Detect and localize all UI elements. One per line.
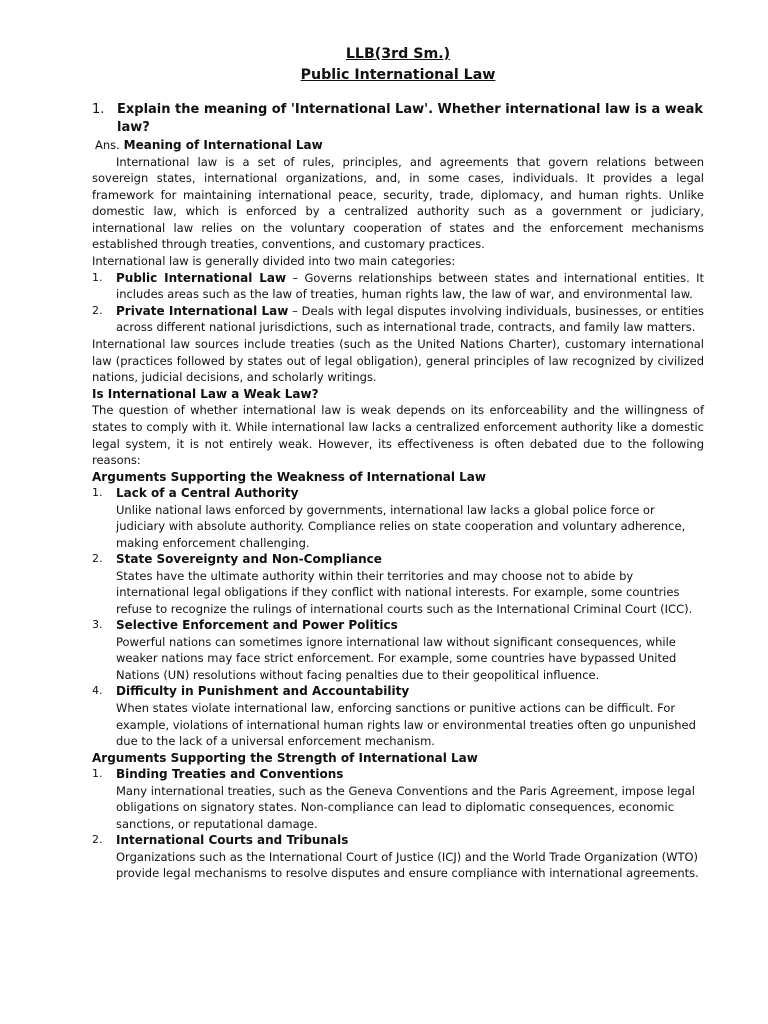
category-text: – Deals with legal disputes involving individuals, businesses, or entities across different national jurisdictions, such as international trade, contracts, and family law matters. (116, 303, 704, 335)
weak-law-intro: The question of whether international law is weak depends on its enforceability and the willingness of states to comply with it. While international law lacks a centralized enforcement authority like a domestic legal system, it is not entirely weak. However, its effectiveness is often debated due to the following reasons: (92, 403, 704, 468)
item-text: States have the ultimate authority within their territories and may choose not to abide by international legal obligations if they conflict with national interests. For example, some countries refuse to recognize the rulings of international courts such as the International Criminal Court (ICC). (116, 568, 693, 616)
list-item (92, 617, 704, 683)
list-content (116, 303, 704, 336)
answer-heading: Meaning of International Law (123, 138, 323, 152)
item-title: Selective Enforcement and Power Politics (116, 618, 398, 633)
item-title: Difficulty in Punishment and Accountability (116, 684, 410, 699)
list-content (116, 551, 704, 617)
weak-law-heading: Is International Law a Weak Law? (92, 386, 319, 401)
list-item (92, 551, 704, 617)
answer-label: Ans. (95, 138, 120, 152)
list-content (116, 485, 704, 551)
question-1 (92, 101, 704, 137)
list-number: 2. (92, 303, 103, 317)
item-title: International Courts and Tribunals (116, 833, 349, 848)
list-number: 4. (92, 684, 103, 698)
category-title: Public International Law (116, 270, 287, 285)
item-title: Lack of a Central Authority (116, 486, 299, 501)
list-item (92, 303, 704, 336)
list-item (92, 270, 704, 303)
list-content (116, 766, 704, 832)
weakness-heading: Arguments Supporting the Weakness of International Law (92, 469, 486, 484)
list-number: 3. (92, 618, 103, 632)
intro-paragraph: International law is a set of rules, principles, and agreements that govern relations between sovereign states, international organizations, and, in some cases, individuals. It provides a legal framework for maintaining international peace, security, trade, diplomacy, and human rights. Unlike domestic law, which is enforced by a centralized authority such as a government or judiciary, international law relies on the voluntary cooperation of states and the enforcement mechanisms established through treaties, conventions, and customary practices. (92, 154, 704, 252)
list-number: 1. (92, 486, 103, 500)
list-item (92, 683, 704, 749)
list-number: 1. (92, 270, 103, 284)
list-item (92, 832, 704, 882)
list-content (116, 270, 704, 303)
item-text: Unlike national laws enforced by governments, international law lacks a global police force or judiciary with absolute authority. Compliance relies on state cooperation and voluntary adherence, making enforcement challenging. (116, 502, 686, 550)
strength-heading: Arguments Supporting the Strength of International Law (92, 750, 478, 765)
sources-paragraph: International law sources include treaties (such as the United Nations Charter), customary international law (practices followed by states out of legal obligation), general principles of law recognized by civilized nations, judicial decisions, and scholarly writings. (92, 337, 704, 385)
categories-intro: International law is generally divided into two main categories: (92, 254, 456, 269)
question-number: 1. (92, 102, 105, 117)
item-text: Powerful nations can sometimes ignore international law without significant consequences, while weaker nations may face strict enforcement. For example, some countries have bypassed United Nations (UN) resolutions without facing penalties due to their geopolitical influence. (116, 634, 677, 682)
question-text: Explain the meaning of 'International Law'. Whether international law is a weak law? (117, 102, 704, 135)
list-content (116, 832, 704, 882)
item-text: Many international treaties, such as the Geneva Conventions and the Paris Agreement, impose legal obligations on signatory states. Non-compliance can lead to diplomatic consequences, economic sanctions, or reputational damage. (116, 783, 695, 831)
item-text: Organizations such as the International Court of Justice (ICJ) and the World Trade Organization (WTO) provide legal mechanisms to resolve disputes and ensure compliance with international agreements. (116, 849, 699, 881)
category-title: Private International Law (116, 303, 289, 318)
list-number: 2. (92, 552, 103, 566)
list-content (116, 683, 704, 749)
list-item (92, 766, 704, 832)
item-title: State Sovereignty and Non-Compliance (116, 552, 382, 567)
item-title: Binding Treaties and Conventions (116, 767, 344, 782)
document-page (92, 44, 704, 882)
category-text: – Governs relationships between states and international entities. It includes areas such as the law of treaties, human rights law, the law of war, and environmental law. (116, 270, 704, 302)
list-number: 1. (92, 767, 103, 781)
list-item (92, 485, 704, 551)
item-text: When states violate international law, enforcing sanctions or punitive actions can be difficult. For example, violations of international human rights law or environmental treaties often go unpunished due to the lack of a universal enforcement mechanism. (116, 701, 696, 749)
subject-title: Public International Law (300, 67, 496, 83)
list-number: 2. (92, 833, 103, 847)
answer-heading-line (92, 137, 704, 154)
course-title: LLB(3rd Sm.) (345, 46, 451, 62)
list-content (116, 617, 704, 683)
